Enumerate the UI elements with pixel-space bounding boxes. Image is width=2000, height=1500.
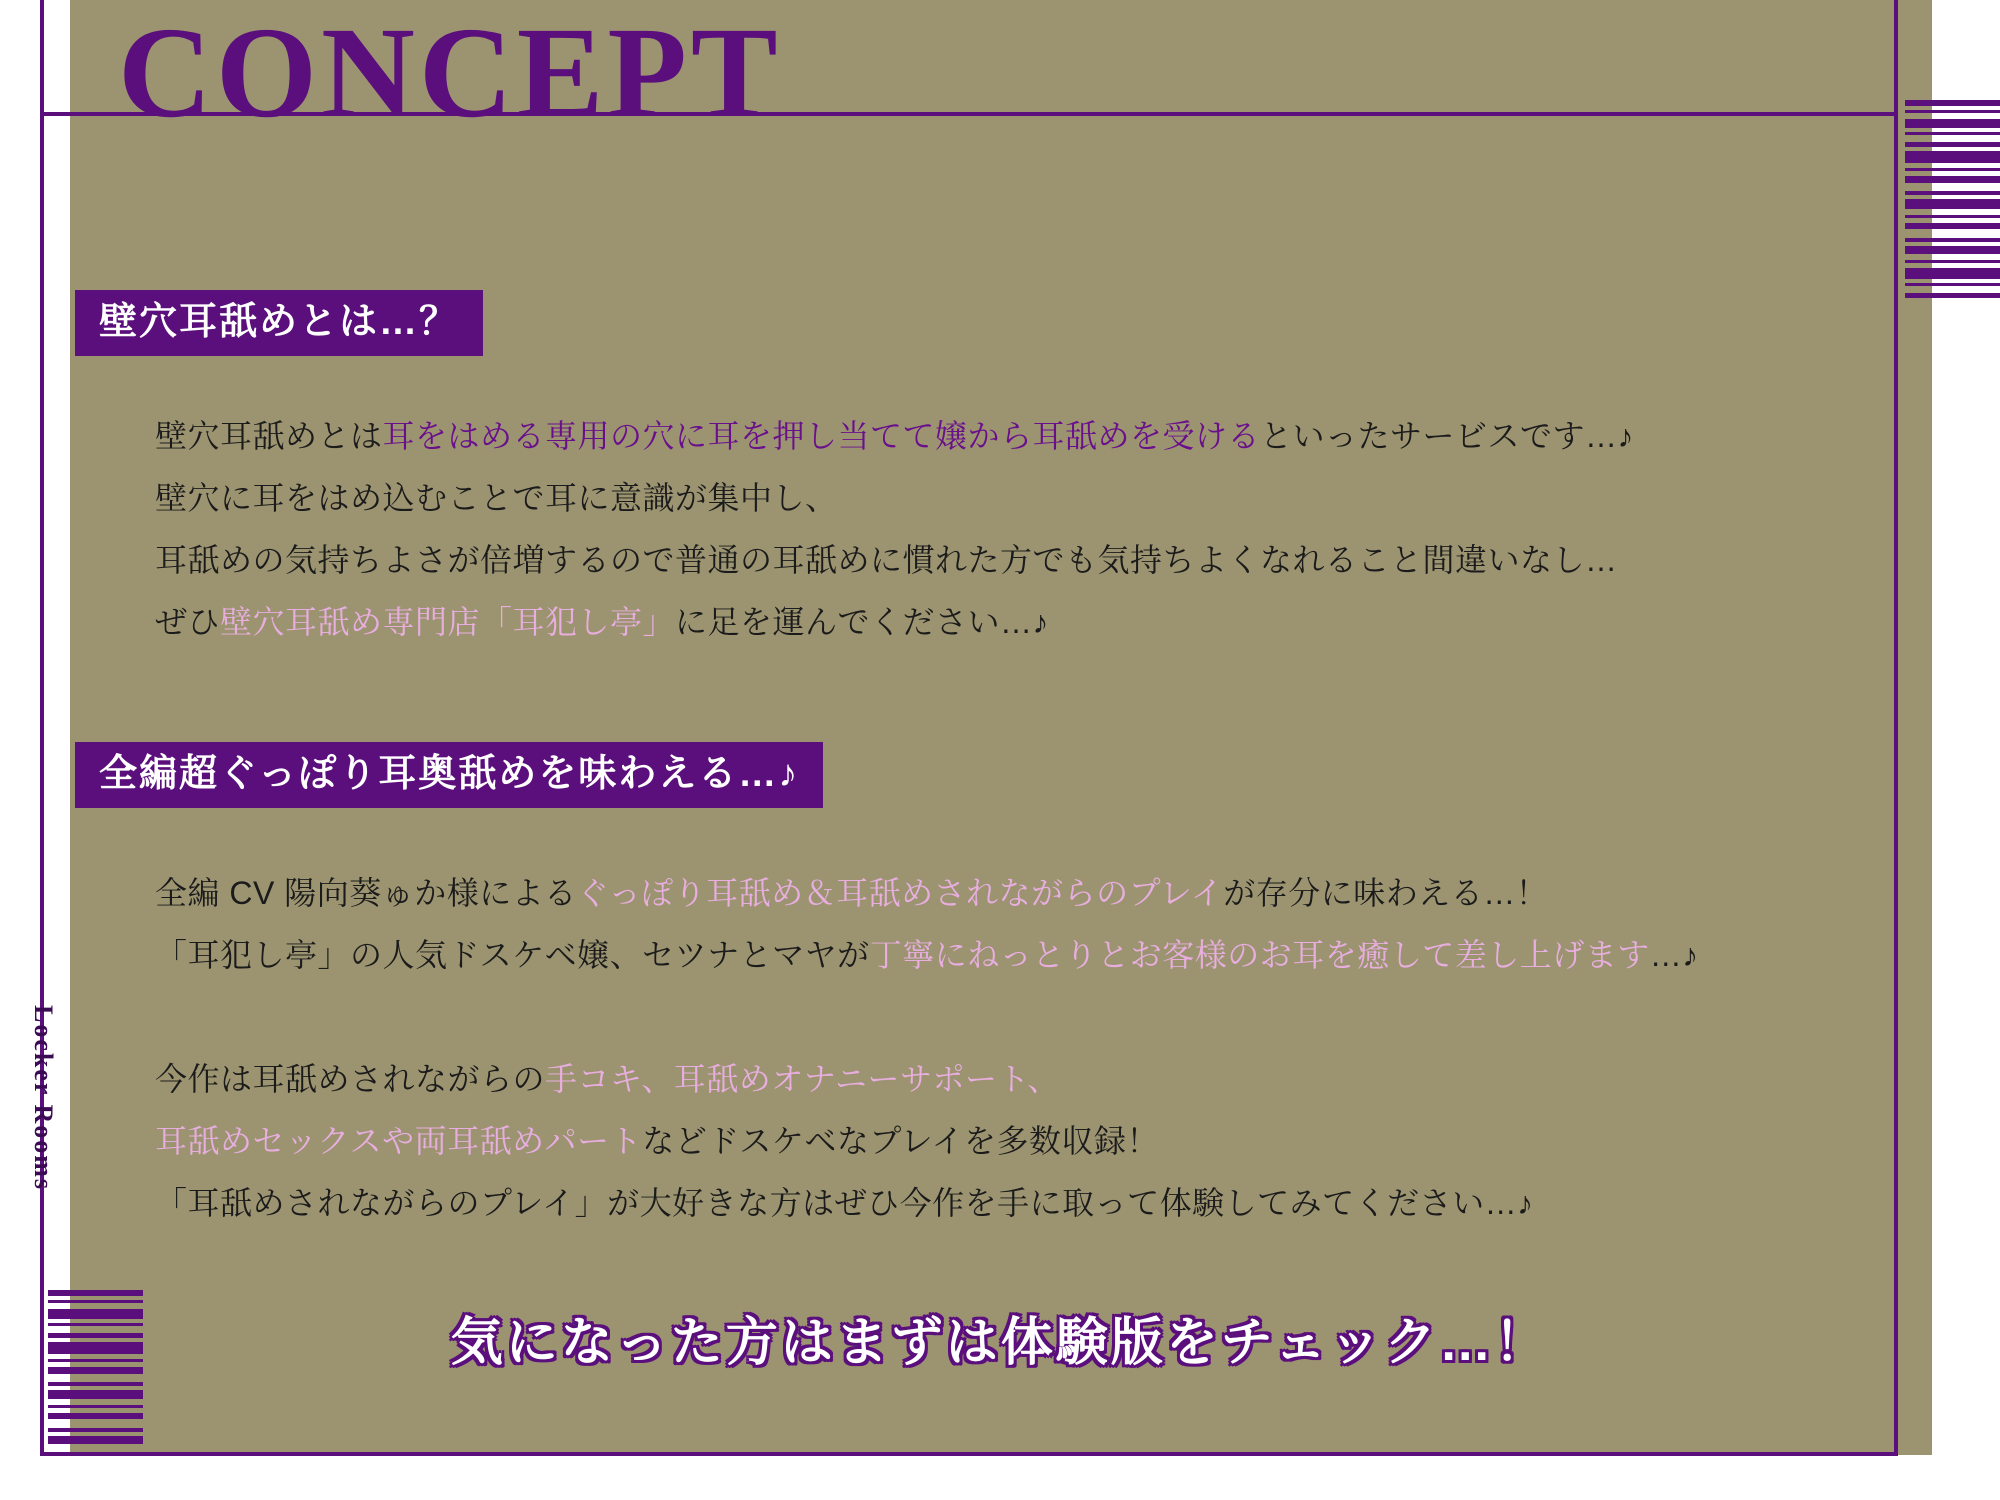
text-run: 全編 CV 陽向葵ゅか様による (155, 875, 577, 911)
text-run: が存分に味わえる…！ (1223, 875, 1549, 911)
decorative-stripes-right (1905, 100, 2000, 303)
text-run-highlight: 手コキ、耳舐めオナニーサポート、 (545, 1061, 1060, 1097)
text-run: 「耳犯し亭」の人気ドスケベ嬢、セツナとマヤが (155, 937, 870, 973)
text-run-highlight: 丁寧にねっとりとお客様のお耳を癒して差し上げます (869, 937, 1650, 973)
body-line (155, 405, 1634, 467)
call-to-action-text: 気になった方はまずは体験版をチェック…！ (450, 1314, 1550, 1372)
text-run-highlight: ぐっぽり耳舐め＆耳舐めされながらのプレイ (576, 875, 1224, 911)
text-run-highlight: 耳をはめる専用の穴に耳を押し当てて嬢から耳舐めを受ける (382, 418, 1261, 454)
body-line (155, 1110, 1534, 1172)
page-title: CONCEPT (118, 1, 782, 145)
text-run: 壁穴に耳をはめ込むことで耳に意識が集中し、 (155, 480, 838, 516)
text-run: 今作は耳舐めされながらの (155, 1061, 546, 1097)
text-run: ぜひ (155, 604, 221, 640)
body-line (155, 1048, 1534, 1110)
text-run: 壁穴耳舐めとは (155, 418, 383, 454)
text-run: …♪ (1649, 937, 1699, 973)
section-heading-1: 壁穴耳舐めとは…？ (75, 290, 483, 356)
text-run: などドスケベなプレイを多数収録！ (642, 1123, 1159, 1159)
body-line (155, 1172, 1534, 1234)
body-line (155, 862, 1699, 924)
section-body-2a (155, 862, 1699, 986)
section-body-2b (155, 1048, 1534, 1234)
text-run: といったサービスです…♪ (1260, 418, 1635, 454)
section-heading-2: 全編超ぐっぽり耳奥舐めを味わえる…♪ (75, 742, 823, 808)
main-panel (70, 0, 1932, 1455)
body-line (155, 924, 1699, 986)
side-brand-label: Locker Rooms (29, 1005, 58, 1192)
right-vertical-rule (1894, 0, 1898, 1455)
section-body-1 (155, 405, 1634, 653)
text-run: 「耳舐めされながらのプレイ」が大好きな方はぜひ今作を手に取って体験してみてください…♪ (155, 1185, 1534, 1221)
bottom-horizontal-rule (40, 1452, 1898, 1456)
text-run-highlight: 壁穴耳舐め専門店「耳犯し亭」 (220, 604, 676, 640)
text-run: に足を運んでください…♪ (675, 604, 1050, 640)
text-run-highlight: 耳舐めセックスや両耳舐めパート (155, 1123, 643, 1159)
left-vertical-rule (40, 0, 44, 1455)
body-line (155, 529, 1634, 591)
text-run: 耳舐めの気持ちよさが倍増するので普通の耳舐めに慣れた方でも気持ちよくなれること間違いなし… (155, 542, 1618, 578)
body-line (155, 467, 1634, 529)
body-line (155, 591, 1634, 653)
